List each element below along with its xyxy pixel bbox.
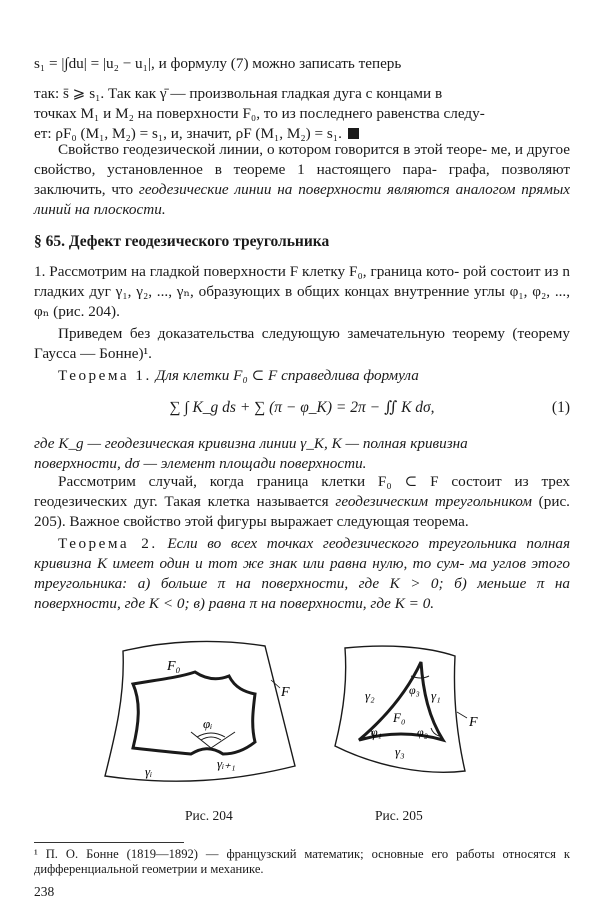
- label-F0: F₀: [393, 710, 406, 725]
- page-number: 238: [34, 884, 55, 899]
- emphasis-text: геодезическим: [335, 493, 429, 510]
- theorem-text: Для клетки F₀ ⊂ F справедлива формула: [155, 367, 419, 384]
- label-F: F: [281, 685, 290, 700]
- footnote: [34, 847, 570, 877]
- qed-mark: [348, 128, 359, 139]
- label-phi2: φ₂: [417, 725, 428, 739]
- angle-ray: [211, 732, 235, 748]
- surface-outline: [105, 641, 295, 781]
- theorem-text: полная кривизна K имеет один и тот же знак или равна нулю, то сум-: [34, 535, 571, 572]
- label-leader: [457, 712, 467, 718]
- text-line: внутренние углы φ₁, φ₂, ..., φₙ (рис. 204).: [34, 283, 571, 320]
- text-span: графа, позволяют заключить, что: [34, 161, 570, 198]
- theorem-2-statement: [34, 534, 570, 614]
- text-line: где K_g — геодезическая кривизна линии γ_K, K — полная кривизна: [34, 435, 468, 452]
- label-phi3: φ₃: [409, 683, 420, 697]
- text-line: ме, и другое свойство, установленное в теореме 1 настоящего пара-: [34, 141, 570, 178]
- cell-boundary: [133, 672, 255, 754]
- text-line: Свойство геодезической линии, о котором говорится в этой теоре-: [58, 141, 488, 158]
- label-g1: γ₁: [431, 688, 441, 703]
- footnote-line: относятся к дифференциальной геометрии и механике.: [34, 847, 570, 876]
- label-phi-i: φᵢ: [203, 716, 213, 731]
- theorem-label: Теорема 1.: [58, 367, 152, 384]
- emphasis-text: геодезические линии на поверхности: [138, 181, 382, 198]
- caption-fig-204: Рис. 204: [185, 808, 233, 823]
- section-heading: § 65. Дефект геодезического треугольника: [34, 233, 330, 250]
- formula-text: ∑ ∫ K_g ds + ∑ (π − φ_K) = 2π − ∬ K dσ,: [169, 399, 435, 416]
- label-F0: F₀: [167, 659, 181, 674]
- text-line: рой состоит из n гладких дуг γ₁, γ₂, ..., γₙ, образующих в общих концах: [34, 263, 570, 300]
- label-g3: γ₃: [395, 744, 405, 759]
- text-span: (рис. 205). Важное свойство этой фигуры выражает: [34, 493, 570, 530]
- paragraph-geodesic-property: [34, 140, 570, 220]
- text-span: ет: ρF₀ (M₁, M₂) = s₁, и, значит, ρF (M₁, M₂) = s₁.: [34, 125, 342, 142]
- label-gamma-i: γᵢ: [145, 764, 153, 779]
- text-line: 1. Рассмотрим на гладкой поверхности F клетку F₀, граница кото-: [34, 263, 460, 280]
- label-gamma-i1: γᵢ₊₁: [217, 756, 236, 771]
- text-line: Приведем без доказательства следующую замечательную теорему: [58, 325, 505, 342]
- formula-gauss-bonnet: [34, 398, 570, 418]
- figures: [95, 636, 515, 798]
- text-line: Рассмотрим случай, когда граница клетки F₀ ⊂ F состоит из: [58, 473, 529, 490]
- angle-arc: [201, 737, 221, 740]
- text-line: (теорему Гаусса — Бонне)¹.: [34, 325, 570, 362]
- paragraph-gauss-bonnet-intro: [34, 324, 570, 364]
- caption-fig-205: Рис. 205: [375, 808, 423, 823]
- text-line: следующая теорема.: [336, 513, 469, 530]
- angle-arc: [197, 733, 225, 737]
- label-phi1: φ₁: [371, 725, 382, 739]
- label-F: F: [469, 715, 478, 730]
- footnote-line: ¹ П. О. Бонне (1819—1892) — французский математик; основные его работы: [34, 847, 495, 861]
- paragraph-geodesic-triangle: [34, 472, 570, 532]
- formula-number: (1): [551, 399, 570, 416]
- figure-205: [335, 646, 478, 772]
- text-line: точках M₁ и M₂ на поверхности F₀, то из последнего равенства следу-: [34, 105, 485, 122]
- paragraph-cell-definition: [34, 262, 570, 322]
- emphasis-text: являются аналогом прямых линий на плоскости.: [34, 181, 570, 218]
- theorem-label: Теорема 2.: [58, 535, 158, 552]
- theorem-text: ма углов этого треугольника: а) больше π на поверхности, где K > 0;: [34, 555, 571, 592]
- footnote-rule: [34, 842, 184, 843]
- text-line: так: s̄ ⩾ s₁. Так как γ̄ — произвольная гладкая дуга с концами в: [34, 85, 443, 102]
- theorem-text: где K = 0.: [370, 595, 435, 612]
- theorem-1-statement: [34, 366, 570, 386]
- text-span: трех геодезических дуг. Такая клетка называется: [34, 473, 570, 510]
- theorem-text: Если во всех точках геодезического треугольника: [167, 535, 517, 552]
- paragraph-continuation: [34, 54, 570, 144]
- label-g2: γ₂: [365, 688, 375, 703]
- figure-204: [105, 641, 295, 781]
- theorem-text: б) меньше π на поверхности, где K < 0; в) равна π на поверхности,: [34, 575, 570, 612]
- emphasis-text: треугольником: [434, 493, 532, 510]
- paragraph-formula-explanation: [34, 434, 570, 474]
- text-line: поверхности, dσ — элемент площади поверхности.: [34, 455, 367, 472]
- text-line: s₁ = |∫du| = |u₂ − u₁|, и формулу (7) можно записать теперь: [34, 55, 402, 72]
